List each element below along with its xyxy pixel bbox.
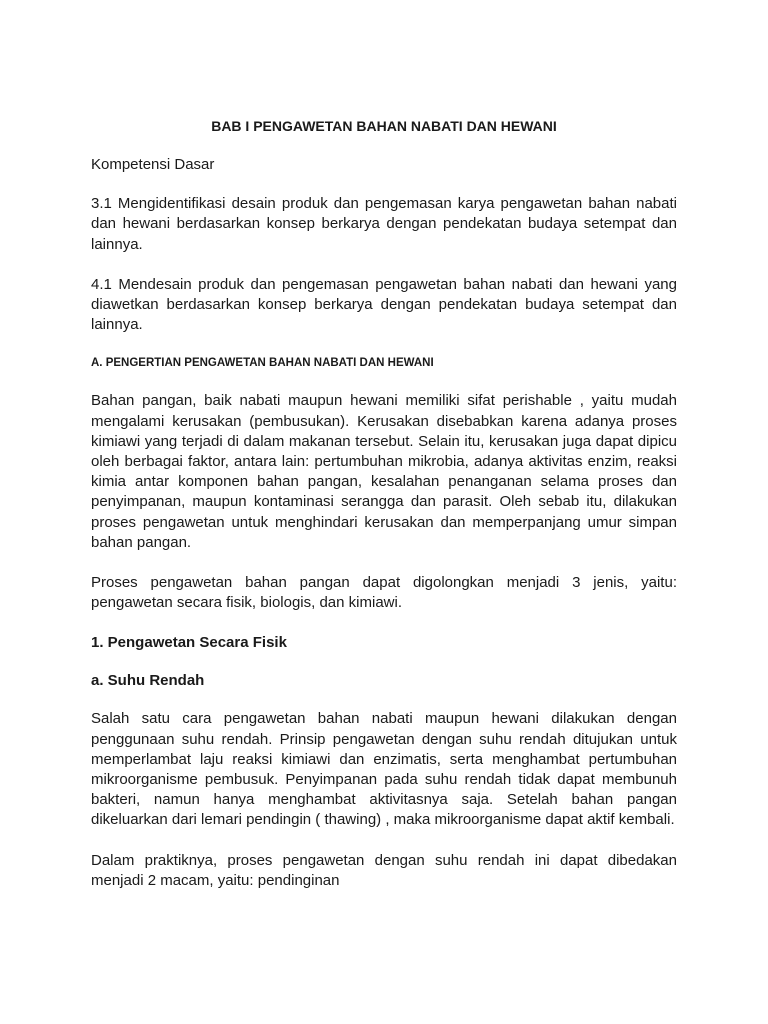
- kd-4-1-paragraph: 4.1 Mendesain produk dan pengemasan pengawetan bahan nabati dan hewani yang diawetkan berdasarkan konsep berkarya dengan pendekatan budaya setempat dan lainnya.: [91, 275, 677, 334]
- kompetensi-dasar-heading: Kompetensi Dasar: [91, 156, 215, 173]
- kd-3-1-paragraph: 3.1 Mengidentifikasi desain produk dan pengemasan karya pengawetan bahan nabati dan hewani berdasarkan konsep berkarya dengan pendekatan budaya setempat dan lainnya.: [91, 195, 677, 253]
- classification-paragraph: Proses pengawetan bahan pangan dapat digolongkan menjadi 3 jenis, yaitu: pengawetan secara fisik, biologis, dan kimiawi.: [91, 574, 677, 612]
- low-temperature-paragraph: Salah satu cara pengawetan bahan nabati maupun hewani dilakukan dengan penggunaan suhu rendah. Prinsip pengawetan dengan suhu rendah ditujukan untuk memperlambat laju reaksi kimiawi dan enzimatis, serta menghambat pertumbuhan mikroorganisme pembusuk. Penyimpanan pada suhu rendah tidak dapat membunuh bakteri, namun hanya menghambat aktivitasnya saja. Setelah bahan pangan dikeluarkan dari lemari pendingin ( thawing) , maka mikroorganisme dapat aktif kembali.: [91, 710, 677, 829]
- chapter-title: BAB I PENGAWETAN BAHAN NABATI DAN HEWANI: [211, 118, 557, 134]
- document-body: [91, 117, 677, 911]
- low-temperature-heading: a. Suhu Rendah: [91, 672, 205, 690]
- definition-paragraph: Bahan pangan, baik nabati maupun hewani memiliki sifat perishable , yaitu mudah mengalami kerusakan (pembusukan). Kerusakan disebabkan karena adanya proses kimiawi yang terjadi di dalam makanan tersebut. Selain itu, kerusakan juga dapat dipicu oleh berbagai faktor, antara lain: pertumbuhan mikrobia, adanya aktivitas enzim, reaksi kimia antar komponen bahan pangan, kesalahan penanganan selama proses dan penyimpanan, maupun kontaminasi serangga dan parasit. Oleh sebab itu, dilakukan proses pengawetan untuk menghindari kerusakan dan memperpanjang umur simpan bahan pangan.: [91, 392, 677, 551]
- practice-paragraph: Dalam praktiknya, proses pengawetan dengan suhu rendah ini dapat dibedakan menjadi 2 macam, yaitu: pendinginan: [91, 851, 677, 889]
- physical-preservation-heading: 1. Pengawetan Secara Fisik: [91, 634, 287, 652]
- section-a-heading: A. PENGERTIAN PENGAWETAN BAHAN NABATI DAN HEWANI: [91, 357, 434, 370]
